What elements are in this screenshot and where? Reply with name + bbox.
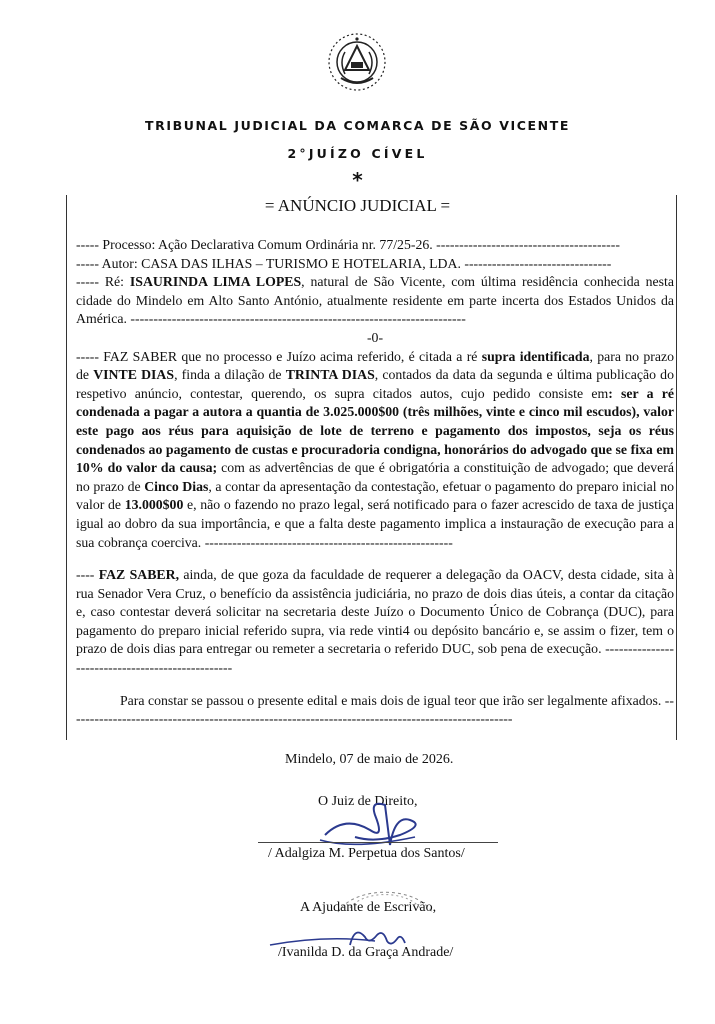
p1-bold: Cinco Dias [144, 478, 209, 494]
autor-line: ----- Autor: CASA DAS ILHAS – TURISMO E HOTELARIA, LDA. -------------------------------- [76, 255, 612, 271]
p1-bold: TRINTA DIAS [285, 367, 375, 383]
constar-paragraph: Para constar se passou o presente edital e mais dois de igual teor que irão ser legalmente afixados. ------------------------------------------------------------------------------------------------- [76, 692, 674, 727]
document-title: = ANÚNCIO JUDICIAL = [264, 196, 451, 215]
right-margin-line [676, 195, 677, 740]
p1-bold: supra identificada [481, 348, 590, 364]
p1-text: com as advertências de que é obrigatória a constituição de advogado; que deverá no prazo de [76, 460, 674, 494]
coat-of-arms-icon [325, 30, 389, 94]
p1-text: , para no prazo de [76, 348, 674, 383]
star-mark: * [352, 168, 363, 192]
p1-text: e, não o fazendo no prazo legal, será notificado para o fazer acrescido de taxa de justiça igual ao dobro da sua importância, e que a falta deste pagamento implica a instauração de execução para a sua cobrança coerciva. ------------------------------------------------------ [76, 497, 674, 550]
judge-title: O Juiz de Direito, [318, 794, 418, 809]
paragraph-gap [76, 552, 674, 566]
p2-bold: FAZ SABER, [98, 567, 180, 583]
date-line: Mindelo, 07 de maio de 2026. [285, 752, 454, 767]
p1-bold: : ser a ré condenada a pagar a autora a quantia de 3.025.000$00 (três milhões, vinte e cinco mil escudos), valor este pago aos réus para aquisição de lote de terreno e pagamento dos impostos, seja os réus condenados ao pagamento de custas e procuradoria condigna, honorários do advogado que se fixa em 10% do valor da causa; [76, 385, 675, 476]
court-name: TRIBUNAL JUDICIAL DA COMARCA DE SÃO VICENTE [144, 118, 570, 133]
p1-text: , contados da data da segunda e última publicação do respetivo anúncio, contestar, querendo, os supra citados autos, cujo pedido consiste em [76, 367, 674, 401]
p2-text: ainda, de que goza da faculdade de requerer a delegação da OACV, desta cidade, sita à rua Senador Vera Cruz, o benefício da assistência judiciária, no prazo de dois dias úteis, a contar da citação e, caso contestar deverá solicitar na secretaria deste Juízo o Documento Único de Cobrança (DUC), para pagamento do preparo inicial referido supra, via rede vinti4 ou depósito bancário e, se assim o fizer, tem o prazo de dois dias para entregar ou remeter a secretaria o referido DUC, sob pena de execução. ------------------------------------------------- [76, 567, 674, 676]
p1-bold: 13.000$00 [124, 497, 184, 513]
re-rest: , natural de São Vicente, com última residência conhecida nesta cidade do Mindelo em Alto Santo António, atualmente residente em parte incerta dos Estados Unidos da América. ------------------------------------------------------------------------- [76, 274, 674, 327]
p1-text: , finda a dilação de [174, 367, 286, 383]
p2-text: ---- [76, 567, 99, 583]
court-division: 2°JUÍZO CÍVEL [287, 146, 428, 161]
re-paragraph [76, 273, 674, 329]
separator: -0- [366, 329, 384, 345]
left-margin-line [66, 195, 67, 740]
re-prefix: ----- Ré: [76, 274, 130, 290]
judge-signature-line [258, 842, 498, 843]
p1-text: ----- FAZ SABER que no processo e Juízo acima referido, é citada a ré [76, 348, 482, 364]
faz-saber-ainda-paragraph [76, 566, 674, 678]
faz-saber-paragraph [76, 348, 674, 553]
assistant-title: A Ajudante de Escrivão, [300, 900, 437, 915]
judge-name: / Adalgiza M. Perpetua dos Santos/ [268, 846, 465, 861]
p1-bold: VINTE DIAS [93, 367, 175, 383]
p1-text: , a contar da apresentação da contestação, efetuar o pagamento do preparo inicial no valor de [76, 478, 674, 513]
assistant-name: /Ivanilda D. da Graça Andrade/ [278, 945, 454, 960]
paragraph-gap [76, 678, 674, 692]
processo-line: ----- Processo: Ação Declarativa Comum Ordinária nr. 77/25-26. ---------------------------------------- [76, 237, 620, 252]
re-name: ISAURINDA LIMA LOPES [129, 274, 302, 290]
document-body [76, 236, 674, 729]
